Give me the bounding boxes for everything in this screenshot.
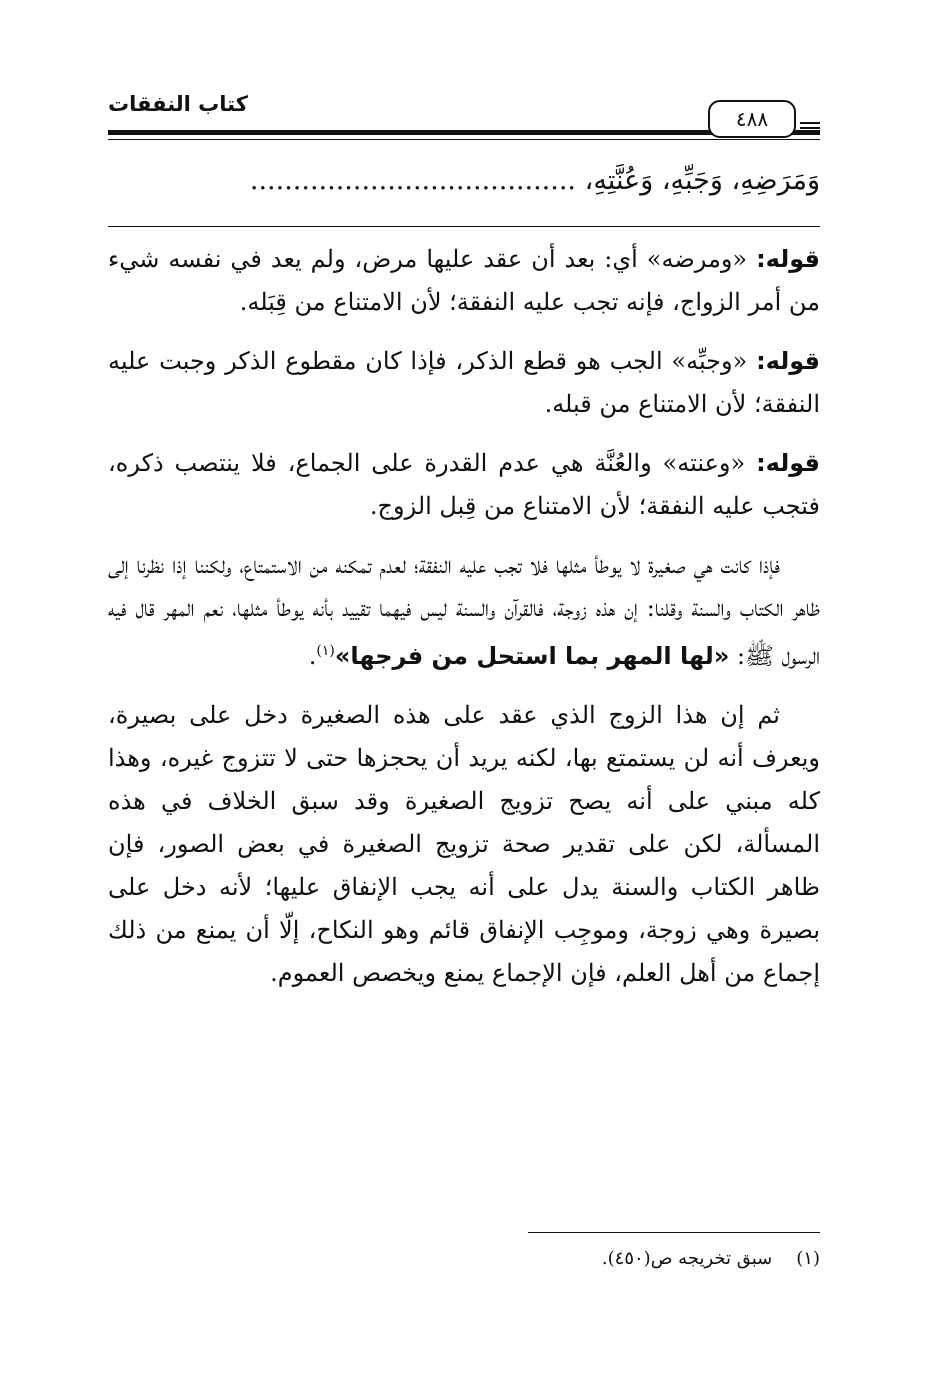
footnote-text: سبق تخريجه ص(٤٥٠). xyxy=(601,1248,773,1269)
paragraph xyxy=(108,238,820,324)
paragraph-text: «وجبِّه» الجب هو قطع الذكر، فإذا كان مقطوع الذكر وجبت عليه النفقة؛ لأن الامتناع من قبله. xyxy=(108,347,820,418)
matn-separator xyxy=(108,226,820,227)
book-title: كتاب النفقات xyxy=(108,92,248,116)
paragraph xyxy=(108,442,820,528)
footnote-marker: (١) xyxy=(796,1248,820,1269)
footnote-ref[interactable]: (١) xyxy=(316,643,335,659)
paragraph-lead: قوله: xyxy=(756,245,820,273)
paragraph-text: «ومرضه» أي: بعد أن عقد عليها مرض، ولم يعد في نفسه شيء من أمر الزواج، فإنه تجب عليه النفقة؛ لأن الامتناع من قِبَله. xyxy=(108,245,820,316)
commentary-body xyxy=(108,238,820,1011)
paragraph-text: «وعنته» والعُنَّة هي عدم القدرة على الجماع، فلا ينتصب ذكره، فتجب عليه النفقة؛ لأن الامتناع من قِبل الزوج. xyxy=(108,449,820,520)
matn-line xyxy=(108,158,820,204)
paragraph-lead: قوله: xyxy=(756,449,820,477)
paragraph-end: . xyxy=(308,642,317,670)
matn-text: وَمَرَضِهِ، وَجَبِّهِ، وَعُنَّتِهِ، xyxy=(584,165,820,196)
paragraph-text: ثم إن هذا الزوج الذي عقد على هذه الصغيرة دخل على بصيرة، ويعرف أنه لن يستمتع بها، لكنه يريد أن يحجزها حتى لا تتزوج غيره، وهذا كله مبني على أنه يصح تزويج الصغيرة وقد سبق الخلاف في هذه المسألة، لكن على تقدير صحة تزويج الصغيرة في بعض الصور، فإن ظاهر الكتاب والسنة يدل على أنه يجب الإنفاق عليها؛ لأنه دخل على بصيرة وهي زوجة، وموجِب الإنفاق قائم وهو النكاح، إلّا أن يمنع من ذلك إجماع من أهل العلم، فإن الإجماع يمنع ويخصص العموم. xyxy=(108,701,820,987)
paragraph xyxy=(108,694,820,995)
footnote-separator xyxy=(528,1232,820,1233)
footnote xyxy=(420,1246,820,1272)
page-number: ٤٨٨ xyxy=(708,100,796,138)
header-rule-thin xyxy=(108,139,820,140)
header-rule-ornament xyxy=(800,122,820,124)
header-rule-ornament xyxy=(800,127,820,129)
matn-dots: ...................................... xyxy=(249,165,577,196)
paragraph xyxy=(108,340,820,426)
hadith-quote: «لها المهر بما استحل من فرجها» xyxy=(334,642,730,670)
page-header xyxy=(108,86,820,148)
paragraph-text: فإذا كانت هي صغيرة لا يوطأ مثلها فلا تجب عليه النفقة؛ لعدم تمكنه من الاستمتاع، ولكننا إذا نظرنا إلى ظاهر الكتاب والسنة وقلنا: إن هذه زوجة، فالقرآن والسنة ليس فيهما تقييد بأنه يوطأ مثلها، نعم المهر قال فيه الرسول ﷺ: xyxy=(108,551,820,670)
paragraph xyxy=(108,544,820,678)
paragraph-lead: قوله: xyxy=(756,347,820,375)
